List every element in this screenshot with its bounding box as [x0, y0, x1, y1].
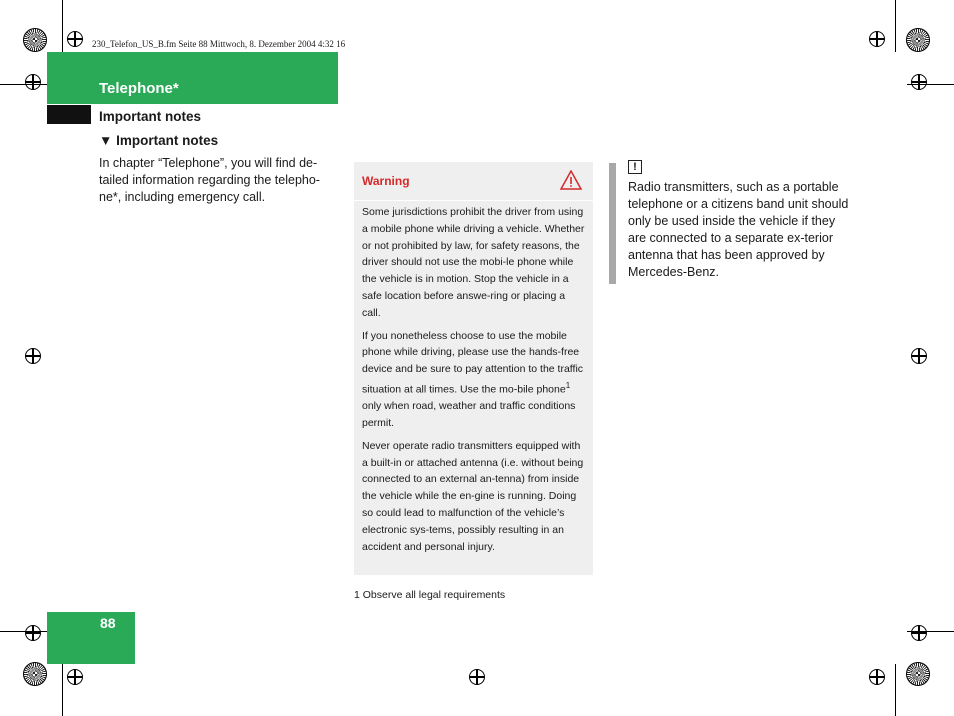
- chapter-title: Telephone*: [99, 80, 179, 97]
- warning-paragraph: Some jurisdictions prohibit the driver from using a mobile phone while driving a vehicle. Whether or not prohibited by law, for safety reasons, the driver should not use the mobi-le phone while the vehicle is in motion. Stop the vehicle in a safe location before answe-ring or placing a call.: [362, 206, 585, 319]
- crop-mark: [895, 0, 896, 52]
- subsection-heading: [99, 133, 218, 148]
- starburst-mark-icon: [23, 28, 47, 52]
- warning-paragraph-text: If you nonetheless choose to use the mobile phone while driving, please use the hands-free device and be sure to pay attention to the traffic situation at all times. Use the mo-bile phone: [362, 329, 584, 396]
- footnote: 1 Observe all legal requirements: [354, 589, 506, 601]
- section-tab: [47, 105, 91, 124]
- warning-body: [362, 204, 586, 561]
- registration-mark-icon: [25, 625, 41, 641]
- page-number-box: [47, 612, 135, 664]
- intro-paragraph: In chapter “Telephone”, you will find de-tailed information regarding the telepho-ne*, including emergency call.: [99, 156, 320, 204]
- registration-mark-icon: [869, 31, 885, 47]
- notice-text: Radio transmitters, such as a portable telephone or a citizens band unit should only be used inside the vehicle if they are connected to a separate ex-terior antenna that has been approved by Mercedes-Benz.: [628, 180, 849, 279]
- warning-paragraph: [362, 328, 586, 432]
- page-number: 88: [100, 615, 116, 631]
- crop-mark: [62, 0, 63, 52]
- starburst-mark-icon: [906, 28, 930, 52]
- registration-mark-icon: [911, 348, 927, 364]
- triangle-down-icon: ▼: [99, 133, 113, 148]
- registration-mark-icon: [67, 669, 83, 685]
- registration-mark-icon: [67, 31, 83, 47]
- registration-mark-icon: [25, 348, 41, 364]
- warning-triangle-icon: [560, 170, 582, 190]
- warning-box: [354, 162, 593, 575]
- crop-mark: [895, 664, 896, 716]
- warning-title: Warning: [362, 174, 410, 188]
- starburst-mark-icon: [23, 662, 47, 686]
- warning-divider: [354, 200, 593, 201]
- warning-paragraph: Never operate radio transmitters equipped with a built-in or attached antenna (i.e. without being connected to an external an-tenna) from inside the vehicle while the en-gine is running. Doing so could lead to malfunction of the vehicle’s electronic sys-tems, possibly resulting in an accident and personal injury.: [362, 439, 584, 553]
- registration-mark-icon: [25, 74, 41, 90]
- print-file-info: 230_Telefon_US_B.fm Seite 88 Mittwoch, 8. Dezember 2004 4:32 16: [92, 39, 346, 49]
- starburst-mark-icon: [906, 662, 930, 686]
- exclamation-icon: !: [628, 160, 642, 174]
- subsection-heading-text: Important notes: [116, 133, 219, 148]
- registration-mark-icon: [911, 74, 927, 90]
- registration-mark-icon: [869, 669, 885, 685]
- crop-mark: [62, 664, 63, 716]
- chapter-header-bar: [47, 52, 338, 104]
- warning-paragraph-text: only when road, weather and traffic conditions permit.: [362, 400, 576, 430]
- registration-mark-icon: [469, 669, 485, 685]
- registration-mark-icon: [911, 625, 927, 641]
- section-heading: Important notes: [99, 109, 202, 124]
- footnote-reference: 1: [565, 380, 571, 390]
- notice-bar: [609, 163, 616, 284]
